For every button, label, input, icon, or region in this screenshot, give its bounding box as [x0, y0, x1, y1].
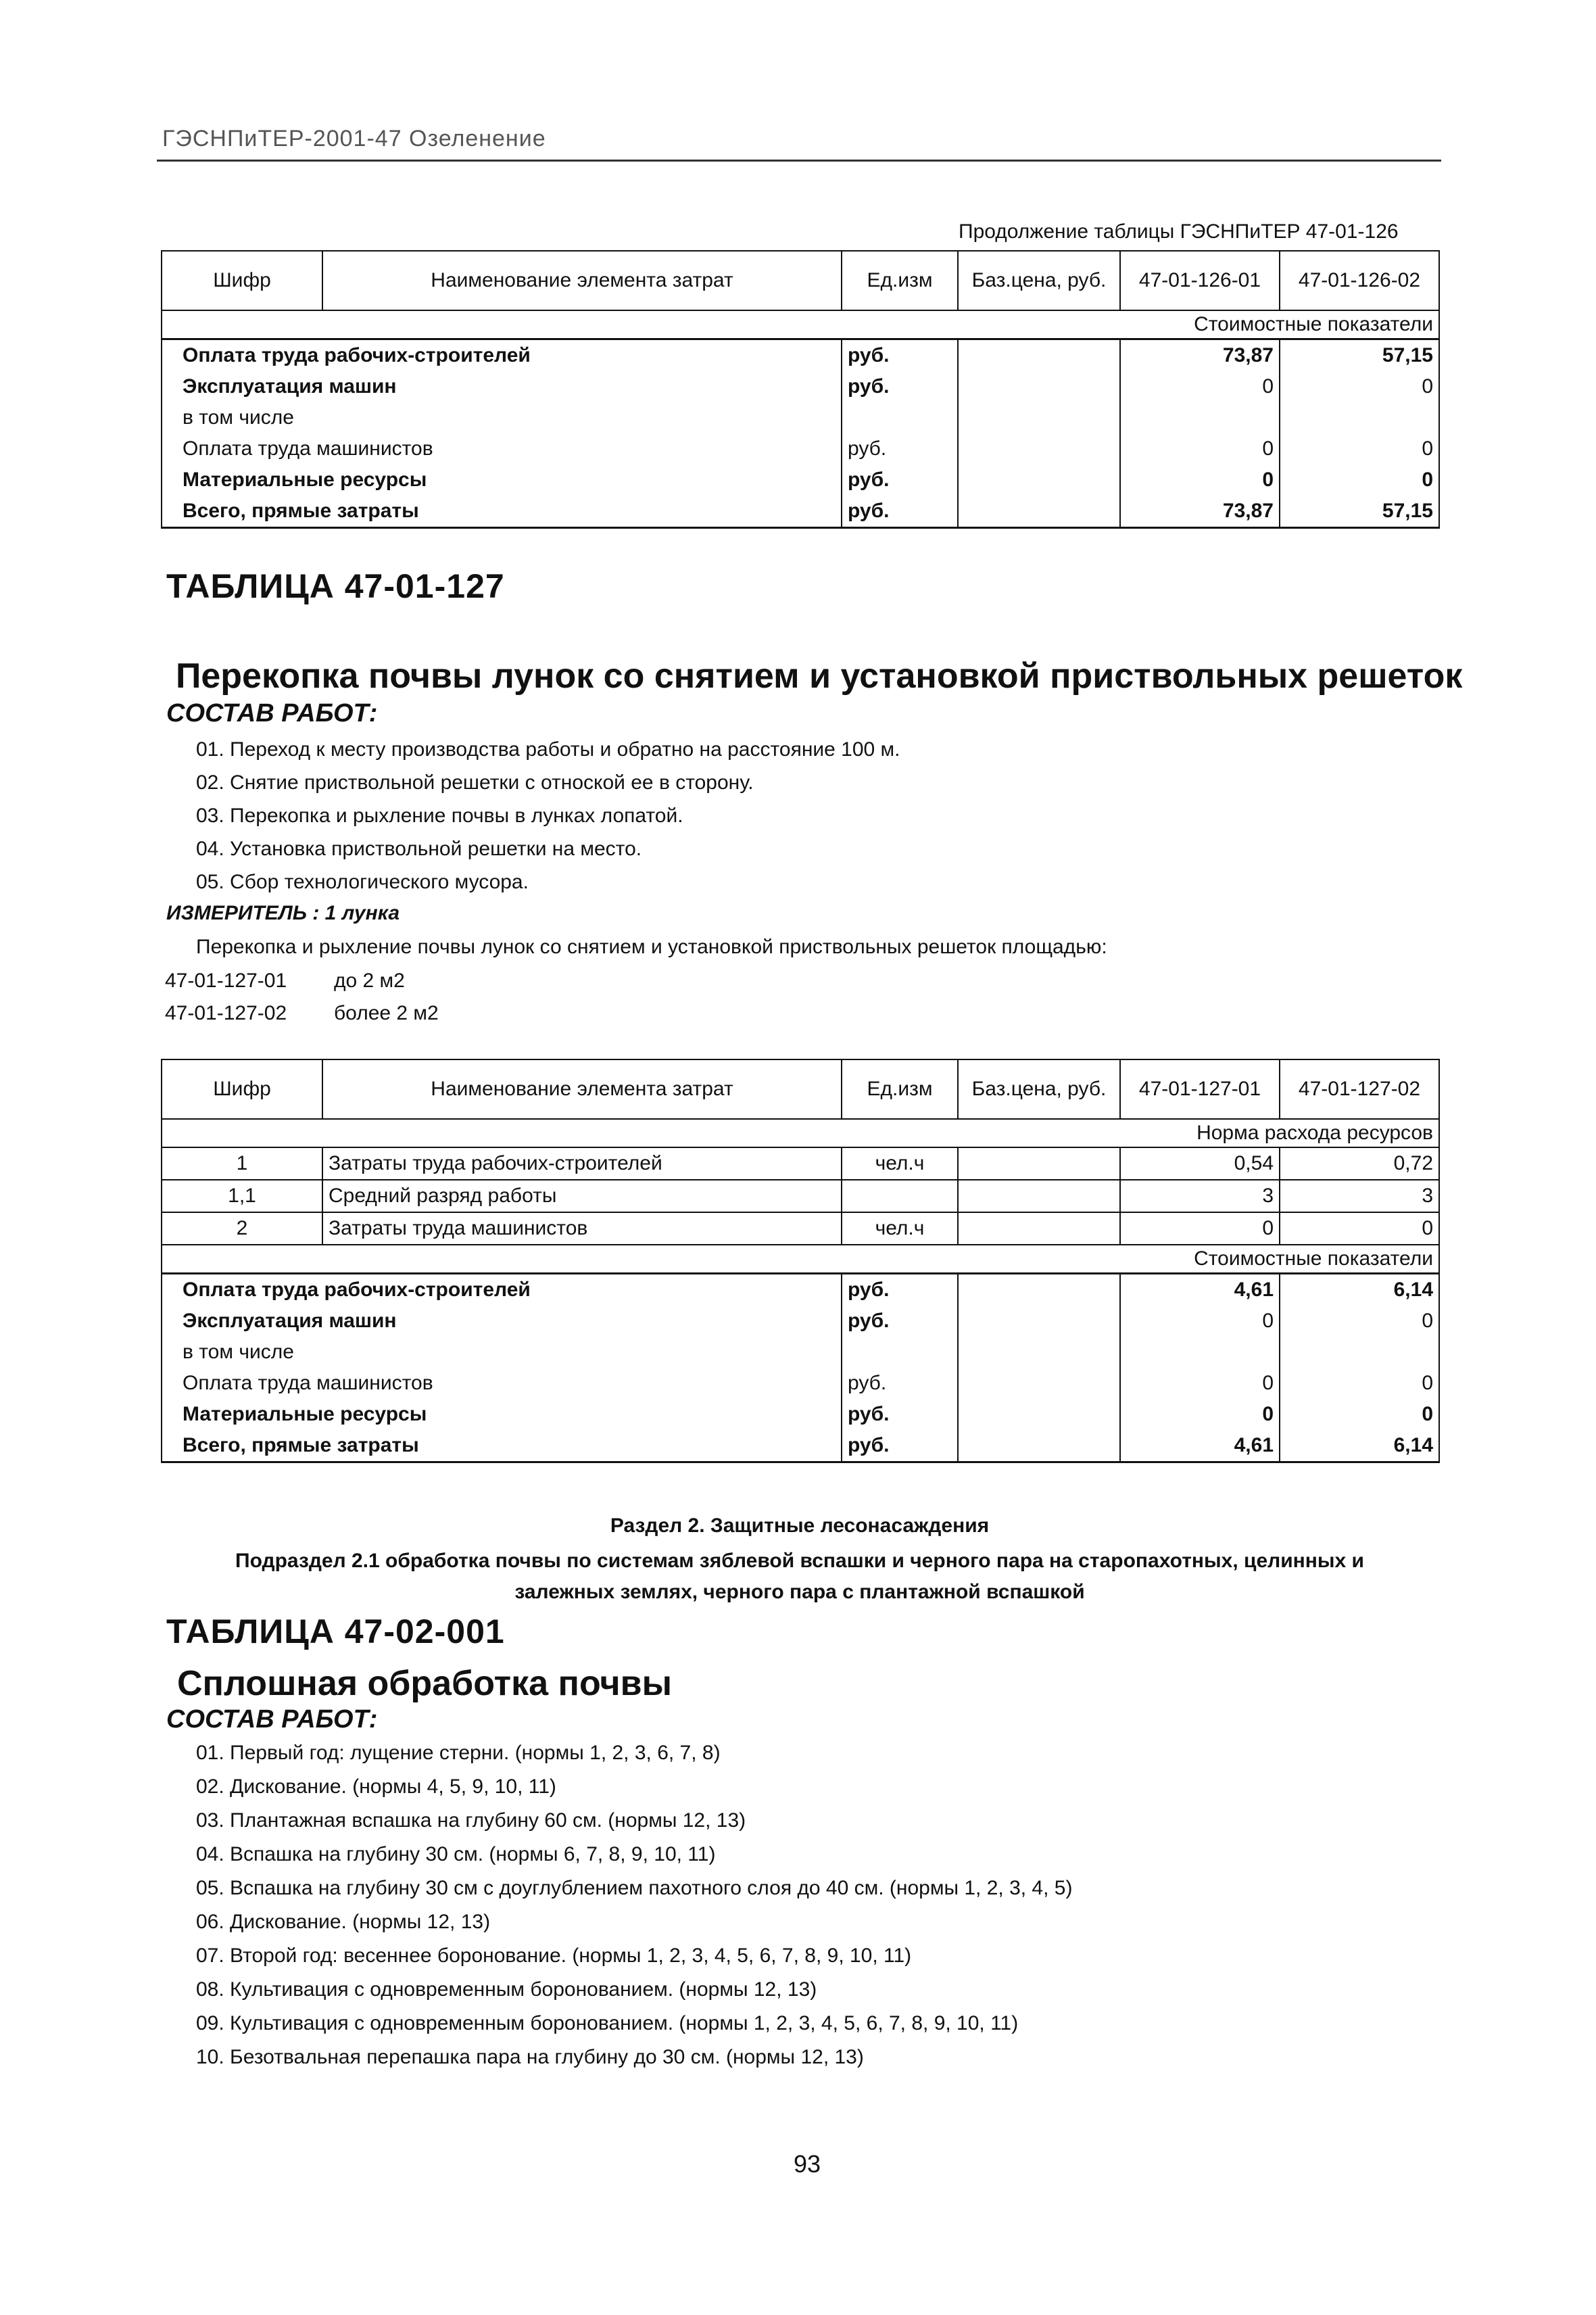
table2-cost-base: [958, 1430, 1120, 1462]
table1-row-v2: [1280, 402, 1439, 433]
table1-row-v1: [1120, 402, 1280, 433]
table2-cost-v1: 0: [1120, 1368, 1280, 1399]
table2-cost-unit: руб.: [842, 1274, 958, 1306]
table1-row-name: Оплата труда машинистов: [162, 433, 842, 464]
section-heading: Раздел 2. Защитные лесонасаждения: [610, 1514, 990, 1537]
table2-col-base-price: Баз.цена, руб.: [958, 1059, 1120, 1119]
table2-cost-v2: 6,14: [1280, 1430, 1439, 1462]
table2-cost-v2: 0: [1280, 1368, 1439, 1399]
table2-band-cost: Стоимостные показатели: [162, 1245, 1439, 1274]
table1-col-v2: 47-01-126-02: [1280, 251, 1439, 310]
table2-cost-v1: 0: [1120, 1399, 1280, 1430]
work-step: 04. Вспашка на глубину 30 см. (нормы 6, 7, 8, 9, 10, 11): [196, 1843, 716, 1865]
table1-row-v1: 0: [1120, 464, 1280, 496]
table1-row-name: Оплата труда рабочих-строителей: [162, 339, 842, 372]
table1-row-unit: [842, 402, 958, 433]
table1-row-base: [958, 402, 1120, 433]
table2-col-v1: 47-01-127-01: [1120, 1059, 1280, 1119]
table1-col-code: Шифр: [162, 251, 322, 310]
table2-norm-base: [958, 1147, 1120, 1180]
sostav-label-127: СОСТАВ РАБОТ:: [166, 699, 378, 727]
table2-col-code: Шифр: [162, 1059, 322, 1119]
table1: [161, 250, 1440, 529]
table1-row-name: в том числе: [162, 402, 842, 433]
table2-norm-v1: 0: [1120, 1212, 1280, 1245]
table2-cost-name: Всего, прямые затраты: [162, 1430, 842, 1462]
subsection-heading-line1: Подраздел 2.1 обработка почвы по системам зяблевой вспашки и черного пара на старопахотных, целинных и: [235, 1550, 1364, 1572]
table2-band-norm: Норма расхода ресурсов: [162, 1119, 1439, 1147]
running-header: ГЭСНПиТЕР-2001-47 Озеленение: [162, 126, 546, 151]
table2-norm-v1: 0,54: [1120, 1147, 1280, 1180]
table2-cost-v1: 0: [1120, 1306, 1280, 1337]
table1-row-v2: 57,15: [1280, 496, 1439, 528]
table1-col-unit: Ед.изм: [842, 251, 958, 310]
table2-norm-base: [958, 1180, 1120, 1212]
table2-col-v2: 47-01-127-02: [1280, 1059, 1439, 1119]
table1-row-base: [958, 464, 1120, 496]
table1-row-v1: 73,87: [1120, 496, 1280, 528]
table-title-02-001: ТАБЛИЦА 47-02-001: [166, 1613, 505, 1650]
table2-cost-base: [958, 1368, 1120, 1399]
table1-row-v1: 0: [1120, 433, 1280, 464]
table2-norm-code: 1,1: [162, 1180, 322, 1212]
table2-cost-base: [958, 1399, 1120, 1430]
table1-caption: Продолжение таблицы ГЭСНПиТЕР 47-01-126: [959, 220, 1399, 243]
variants-description: Перекопка и рыхление почвы лунок со снятием и установкой приствольных решеток площадью:: [196, 936, 1107, 958]
variant-text: более 2 м2: [334, 1002, 439, 1024]
table2-norm-name: Средний разряд работы: [322, 1180, 842, 1212]
table1-col-name: Наименование элемента затрат: [322, 251, 842, 310]
work-step: 01. Переход к месту производства работы и обратно на расстояние 100 м.: [196, 738, 900, 761]
table2-cost-v1: 4,61: [1120, 1430, 1280, 1462]
table1-row-v1: 73,87: [1120, 339, 1280, 372]
table1-row-name: Материальные ресурсы: [162, 464, 842, 496]
table2: [161, 1059, 1440, 1463]
table2-cost-name: Эксплуатация машин: [162, 1306, 842, 1337]
table2-norm-code: 1: [162, 1147, 322, 1180]
table2-cost-name: Материальные ресурсы: [162, 1399, 842, 1430]
table2-norm-name: Затраты труда машинистов: [322, 1212, 842, 1245]
table2-cost-name: в том числе: [162, 1337, 842, 1368]
table2-cost-unit: руб.: [842, 1399, 958, 1430]
table2-cost-unit: руб.: [842, 1430, 958, 1462]
table-title-127: ТАБЛИЦА 47-01-127: [166, 567, 505, 605]
table2-col-unit: Ед.изм: [842, 1059, 958, 1119]
subsection-heading-line2: залежных землях, черного пара с плантажной вспашкой: [514, 1581, 1085, 1603]
work-step: 01. Первый год: лущение стерни. (нормы 1, 2, 3, 6, 7, 8): [196, 1742, 721, 1764]
work-step: 05. Вспашка на глубину 30 см с доуглублением пахотного слоя до 40 см. (нормы 1, 2, 3, 4, 5): [196, 1877, 1073, 1899]
work-step: 02. Дискование. (нормы 4, 5, 9, 10, 11): [196, 1775, 556, 1798]
table2-cost-v2: 0: [1280, 1306, 1439, 1337]
sostav-label-02-001: СОСТАВ РАБОТ:: [166, 1705, 378, 1734]
table2-cost-unit: руб.: [842, 1306, 958, 1337]
table2-cost-v1: [1120, 1337, 1280, 1368]
table1-row-v2: 0: [1280, 371, 1439, 402]
table1-col-v1: 47-01-126-01: [1120, 251, 1280, 310]
table2-cost-name: Оплата труда машинистов: [162, 1368, 842, 1399]
table2-norm-v2: 0: [1280, 1212, 1439, 1245]
page-number: 93: [794, 2150, 821, 2178]
table2-norm-v2: 0,72: [1280, 1147, 1439, 1180]
work-step: 09. Культивация с одновременным боронованием. (нормы 1, 2, 3, 4, 5, 6, 7, 8, 9, 10, 11): [196, 2012, 1019, 2034]
header-rule: [157, 160, 1441, 162]
work-step: 04. Установка приствольной решетки на место.: [196, 838, 642, 860]
table2-cost-base: [958, 1306, 1120, 1337]
table1-row-base: [958, 339, 1120, 372]
table1-row-unit: руб.: [842, 339, 958, 372]
table2-norm-v2: 3: [1280, 1180, 1439, 1212]
table2-norm-unit: чел.ч: [842, 1212, 958, 1245]
variant-code: 47-01-127-01: [165, 970, 287, 992]
variant-code: 47-01-127-02: [165, 1002, 287, 1024]
work-step: 08. Культивация с одновременным боронованием. (нормы 12, 13): [196, 1978, 817, 2001]
table1-col-base-price: Баз.цена, руб.: [958, 251, 1120, 310]
table1-row-unit: руб.: [842, 464, 958, 496]
table1-row-v2: 0: [1280, 464, 1439, 496]
table1-row-base: [958, 433, 1120, 464]
table2-cost-unit: руб.: [842, 1368, 958, 1399]
work-title-127: Перекопка почвы лунок со снятием и установкой приствольных решеток: [176, 657, 1463, 696]
table2-cost-name: Оплата труда рабочих-строителей: [162, 1274, 842, 1306]
work-step: 06. Дискование. (нормы 12, 13): [196, 1911, 491, 1933]
work-step: 02. Снятие приствольной решетки с отноской ее в сторону.: [196, 771, 754, 794]
table1-row-base: [958, 371, 1120, 402]
table2-cost-v1: 4,61: [1120, 1274, 1280, 1306]
table2-norm-code: 2: [162, 1212, 322, 1245]
table2-cost-base: [958, 1337, 1120, 1368]
work-title-02-001: Сплошная обработка почвы: [177, 1664, 672, 1703]
table1-band-cost: Стоимостные показатели: [162, 310, 1439, 339]
work-step: 07. Второй год: весеннее боронование. (нормы 1, 2, 3, 4, 5, 6, 7, 8, 9, 10, 11): [196, 1944, 912, 1967]
table2-cost-base: [958, 1274, 1120, 1306]
work-step: 10. Безотвальная перепашка пара на глубину до 30 см. (нормы 12, 13): [196, 2046, 864, 2068]
table2-norm-unit: чел.ч: [842, 1147, 958, 1180]
table2-norm-base: [958, 1212, 1120, 1245]
table1-row-base: [958, 496, 1120, 528]
table1-row-name: Эксплуатация машин: [162, 371, 842, 402]
work-step: 03. Плантажная вспашка на глубину 60 см. (нормы 12, 13): [196, 1809, 746, 1832]
table1-row-unit: руб.: [842, 371, 958, 402]
table2-cost-v2: 0: [1280, 1399, 1439, 1430]
table1-row-v2: 0: [1280, 433, 1439, 464]
table2-col-name: Наименование элемента затрат: [322, 1059, 842, 1119]
table1-row-unit: руб.: [842, 433, 958, 464]
variant-text: до 2 м2: [334, 970, 405, 992]
table1-row-v1: 0: [1120, 371, 1280, 402]
measure-unit: ИЗМЕРИТЕЛЬ : 1 лунка: [166, 902, 400, 924]
work-step: 03. Перекопка и рыхление почвы в лунках лопатой.: [196, 805, 683, 827]
work-step: 05. Сбор технологического мусора.: [196, 871, 529, 893]
table2-cost-v2: 6,14: [1280, 1274, 1439, 1306]
table2-norm-name: Затраты труда рабочих-строителей: [322, 1147, 842, 1180]
table2-cost-v2: [1280, 1337, 1439, 1368]
table2-norm-v1: 3: [1120, 1180, 1280, 1212]
table2-norm-unit: [842, 1180, 958, 1212]
table1-row-v2: 57,15: [1280, 339, 1439, 372]
table1-row-unit: руб.: [842, 496, 958, 528]
table1-row-name: Всего, прямые затраты: [162, 496, 842, 528]
table2-cost-unit: [842, 1337, 958, 1368]
